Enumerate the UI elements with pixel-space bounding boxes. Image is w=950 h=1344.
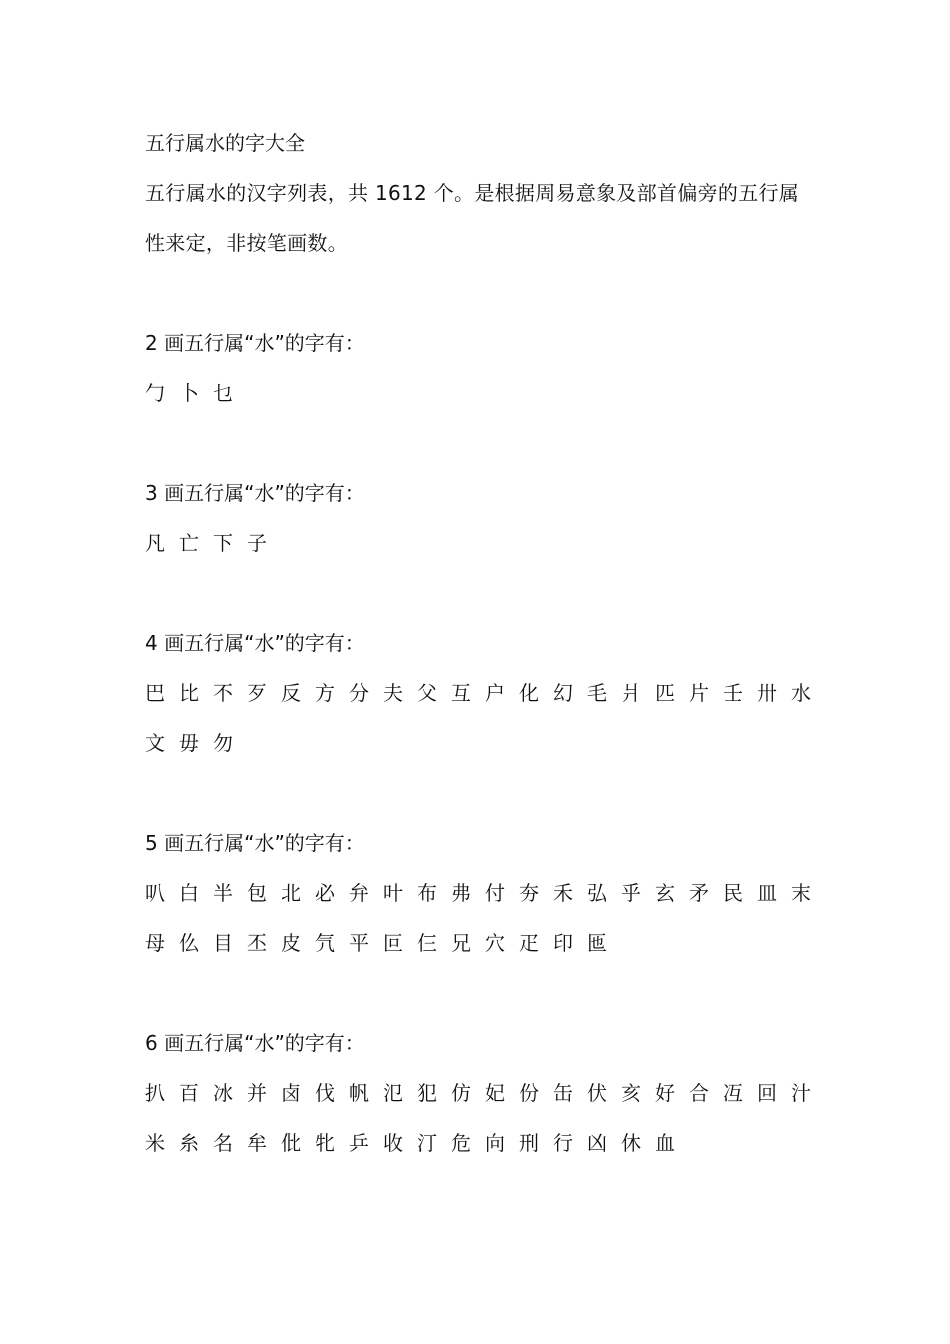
character-item: 血 (655, 1131, 675, 1155)
character-item: 壬 (723, 681, 743, 705)
character-item: 名 (213, 1131, 233, 1155)
character-item: 合 (689, 1081, 709, 1105)
document-intro: 五行属水的汉字列表，共 1612 个。是根据周易意象及部首偏旁的五行属性来定，非按笔画数。 (145, 181, 800, 255)
character-item: 毛 (587, 681, 607, 705)
character-item: 皿 (757, 881, 777, 905)
stroke-section (145, 318, 815, 418)
character-item: 亥 (621, 1081, 641, 1105)
character-item: 冱 (723, 1081, 743, 1105)
character-item: 巴 (145, 681, 165, 705)
character-item: 份 (519, 1081, 539, 1105)
character-item: 妃 (485, 1081, 505, 1105)
character-item: 仿 (451, 1081, 471, 1105)
character-item: 末 (791, 881, 811, 905)
character-item: 乜 (213, 381, 233, 405)
character-item: 方 (315, 681, 335, 705)
section-heading: 6 画五行属“水”的字有： (145, 1031, 365, 1055)
character-item: 弗 (451, 881, 471, 905)
character-item: 氾 (383, 1081, 403, 1105)
character-item: 印 (553, 931, 573, 955)
character-item: 互 (451, 681, 471, 705)
character-item: 勿 (213, 731, 233, 755)
character-item: 勹 (145, 381, 165, 405)
character-item: 糸 (179, 1131, 199, 1155)
character-item: 必 (315, 881, 335, 905)
character-item: 乎 (621, 881, 641, 905)
character-item: 并 (247, 1081, 267, 1105)
character-item: 汁 (791, 1081, 811, 1105)
character-item: 叶 (383, 881, 403, 905)
character-list (145, 518, 825, 568)
character-item: 向 (485, 1131, 505, 1155)
character-list (145, 368, 825, 418)
character-list (145, 868, 825, 968)
character-item: 卤 (281, 1081, 301, 1105)
section-heading: 3 画五行属“水”的字有： (145, 481, 365, 505)
stroke-section (145, 468, 815, 568)
character-item: 叭 (145, 881, 165, 905)
character-item: 伐 (315, 1081, 335, 1105)
character-item: 仳 (281, 1131, 301, 1155)
character-item: 牟 (247, 1131, 267, 1155)
stroke-section (145, 818, 815, 968)
character-item: 夯 (519, 881, 539, 905)
character-item: 扒 (145, 1081, 165, 1105)
character-item: 文 (145, 731, 165, 755)
character-item: 矛 (689, 881, 709, 905)
character-item: 反 (281, 681, 301, 705)
character-item: 亡 (179, 531, 199, 555)
character-item: 牝 (315, 1131, 335, 1155)
character-item: 夫 (383, 681, 403, 705)
character-item: 弁 (349, 881, 369, 905)
character-item: 平 (349, 931, 369, 955)
character-item: 民 (723, 881, 743, 905)
character-item: 穴 (485, 931, 505, 955)
character-item: 帆 (349, 1081, 369, 1105)
character-item: 卅 (757, 681, 777, 705)
character-item: 弘 (587, 881, 607, 905)
character-item: 毋 (179, 731, 199, 755)
character-item: 冰 (213, 1081, 233, 1105)
section-heading: 4 画五行属“水”的字有： (145, 631, 365, 655)
character-item: 匜 (587, 931, 607, 955)
character-item: 好 (655, 1081, 675, 1105)
character-item: 乒 (349, 1131, 369, 1155)
character-item: 比 (179, 681, 199, 705)
character-item: 白 (179, 881, 199, 905)
character-item: 氕 (315, 931, 335, 955)
stroke-section (145, 618, 815, 768)
character-item: 片 (689, 681, 709, 705)
character-item: 包 (247, 881, 267, 905)
character-item: 凶 (587, 1131, 607, 1155)
character-item: 半 (213, 881, 233, 905)
character-item: 匹 (655, 681, 675, 705)
character-item: 叵 (383, 931, 403, 955)
character-item: 收 (383, 1131, 403, 1155)
character-item: 百 (179, 1081, 199, 1105)
character-item: 幻 (553, 681, 573, 705)
character-item: 父 (417, 681, 437, 705)
document-content (145, 118, 815, 1168)
character-item: 户 (485, 681, 505, 705)
character-item: 母 (145, 931, 165, 955)
character-item: 化 (519, 681, 539, 705)
character-item: 凡 (145, 531, 165, 555)
character-item: 行 (553, 1131, 573, 1155)
character-item: 汀 (417, 1131, 437, 1155)
character-list (145, 1068, 825, 1168)
character-item: 歹 (247, 681, 267, 705)
character-item: 爿 (621, 681, 641, 705)
character-item: 子 (247, 531, 267, 555)
character-item: 水 (791, 681, 811, 705)
character-item: 丕 (247, 931, 267, 955)
character-item: 米 (145, 1131, 165, 1155)
character-item: 付 (485, 881, 505, 905)
character-item: 玄 (655, 881, 675, 905)
character-list (145, 668, 825, 768)
character-item: 目 (213, 931, 233, 955)
character-item: 疋 (519, 931, 539, 955)
character-item: 仫 (179, 931, 199, 955)
character-item: 仨 (417, 931, 437, 955)
character-item: 休 (621, 1131, 641, 1155)
character-item: 缶 (553, 1081, 573, 1105)
character-item: 卜 (179, 381, 199, 405)
character-item: 分 (349, 681, 369, 705)
character-item: 布 (417, 881, 437, 905)
character-item: 刑 (519, 1131, 539, 1155)
section-heading: 5 画五行属“水”的字有： (145, 831, 365, 855)
section-heading: 2 画五行属“水”的字有： (145, 331, 365, 355)
character-item: 下 (213, 531, 233, 555)
character-item: 禾 (553, 881, 573, 905)
character-item: 回 (757, 1081, 777, 1105)
document-title: 五行属水的字大全 (145, 131, 305, 155)
character-item: 犯 (417, 1081, 437, 1105)
character-item: 北 (281, 881, 301, 905)
character-item: 伏 (587, 1081, 607, 1105)
stroke-section (145, 1018, 815, 1168)
character-item: 皮 (281, 931, 301, 955)
character-item: 兄 (451, 931, 471, 955)
character-item: 危 (451, 1131, 471, 1155)
character-item: 不 (213, 681, 233, 705)
